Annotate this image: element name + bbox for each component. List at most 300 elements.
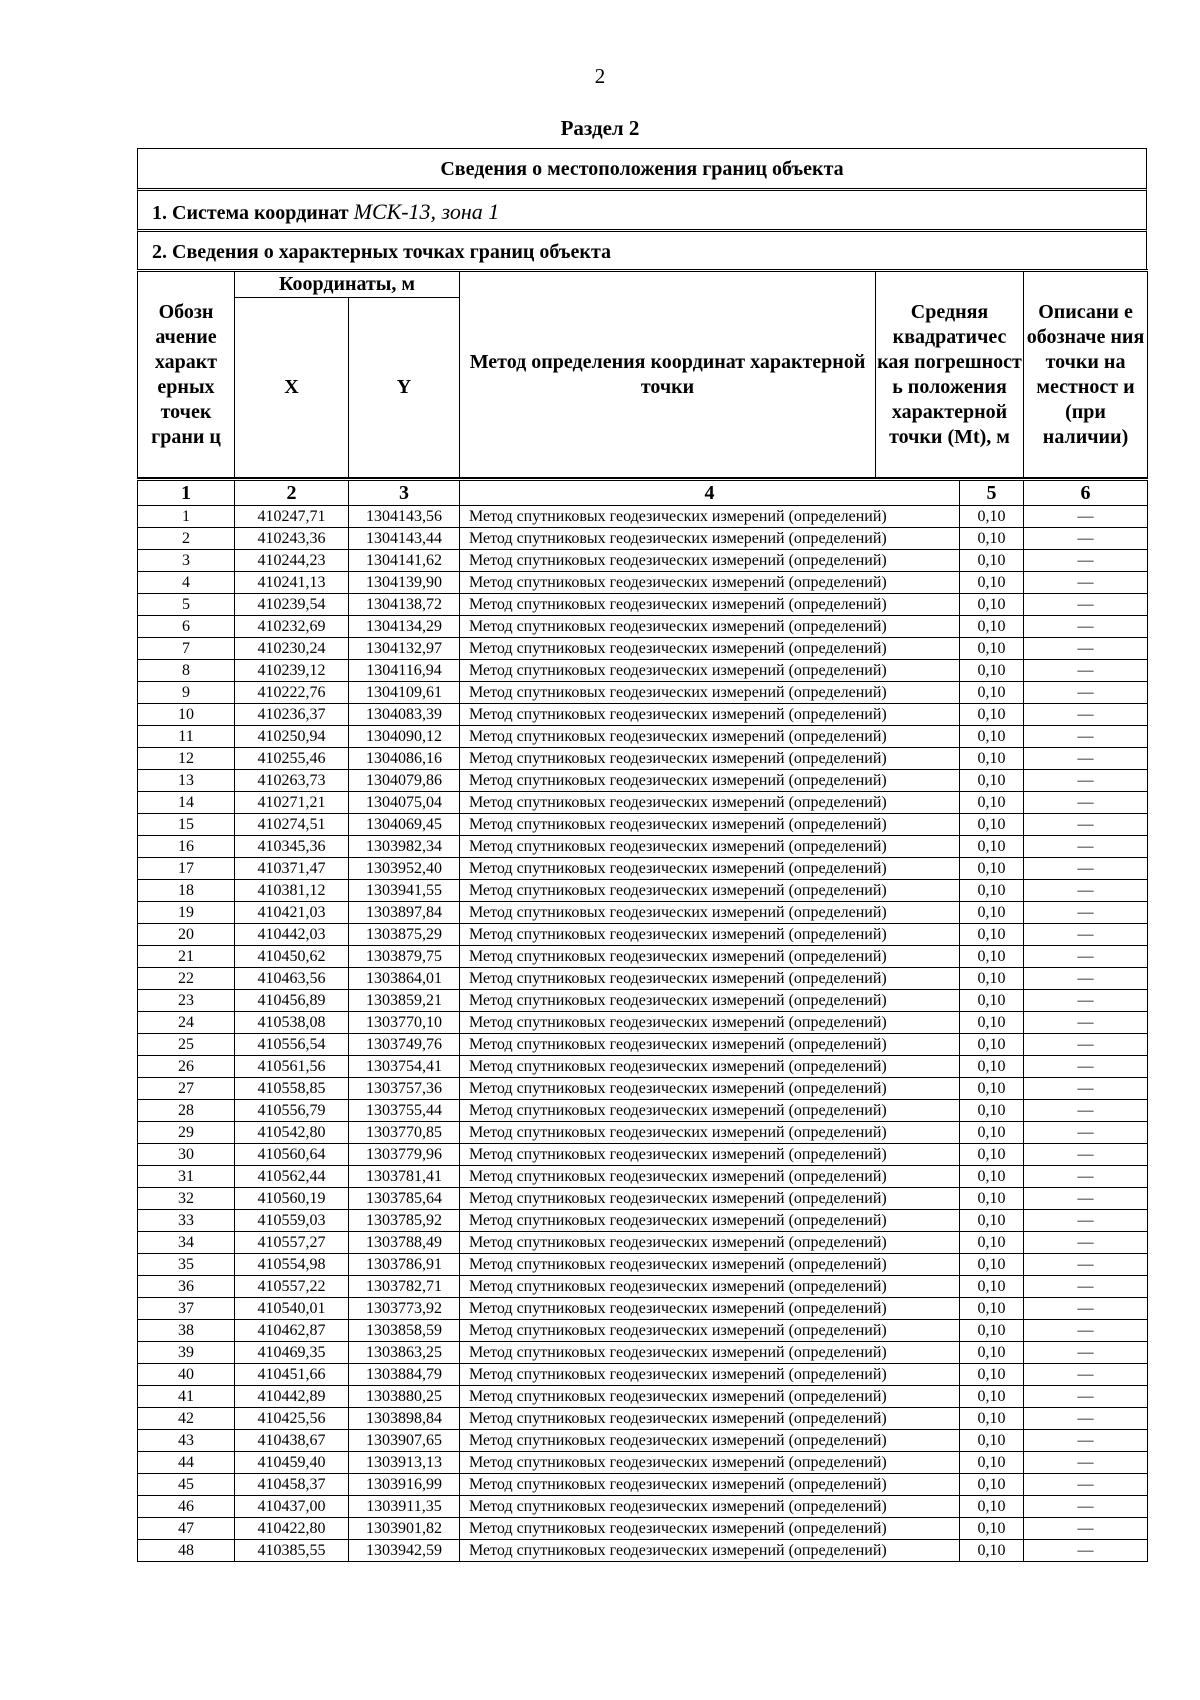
table-row: [138, 1518, 1148, 1540]
point-y: 1303875,29: [349, 924, 460, 946]
point-y: 1304143,56: [349, 506, 460, 528]
table-row: [138, 1034, 1148, 1056]
point-number: 4: [138, 572, 235, 594]
point-error: 0,10: [960, 1166, 1024, 1188]
point-number: 21: [138, 946, 235, 968]
point-number: 8: [138, 660, 235, 682]
table-row: [138, 1166, 1148, 1188]
point-description: —: [1024, 1012, 1148, 1034]
point-x: 410263,73: [235, 770, 349, 792]
point-number: 1: [138, 506, 235, 528]
point-description: —: [1024, 1320, 1148, 1342]
table-row: [138, 1232, 1148, 1254]
header-error-text: Средняя квадратичес кая погрешност ь положения характерной точки (Mt), м: [877, 300, 1022, 448]
point-error: 0,10: [960, 1342, 1024, 1364]
point-description: —: [1024, 1298, 1148, 1320]
table-row: [138, 616, 1148, 638]
point-y: 1303859,21: [349, 990, 460, 1012]
point-y: 1304090,12: [349, 726, 460, 748]
point-method: Метод спутниковых геодезических измерений (определений): [460, 968, 960, 990]
column-number: 6: [1024, 480, 1148, 506]
point-description: —: [1024, 1210, 1148, 1232]
table-row: [138, 836, 1148, 858]
point-number: 9: [138, 682, 235, 704]
point-method: Метод спутниковых геодезических измерений (определений): [460, 1056, 960, 1078]
point-method: Метод спутниковых геодезических измерений (определений): [460, 1540, 960, 1562]
table-row: [138, 1254, 1148, 1276]
point-method: Метод спутниковых геодезических измерений (определений): [460, 1100, 960, 1122]
point-error: 0,10: [960, 748, 1024, 770]
point-description: —: [1024, 638, 1148, 660]
header-coordinates: Координаты, м: [235, 271, 460, 298]
point-method: Метод спутниковых геодезических измерений (определений): [460, 528, 960, 550]
point-method: Метод спутниковых геодезических измерений (определений): [460, 638, 960, 660]
point-number: 20: [138, 924, 235, 946]
point-number: 47: [138, 1518, 235, 1540]
point-error: 0,10: [960, 1474, 1024, 1496]
point-description: —: [1024, 1078, 1148, 1100]
point-x: 410538,08: [235, 1012, 349, 1034]
point-y: 1303907,65: [349, 1430, 460, 1452]
table-row: [138, 1364, 1148, 1386]
point-number: 3: [138, 550, 235, 572]
point-x: 410239,54: [235, 594, 349, 616]
column-number: 5: [960, 480, 1024, 506]
point-x: 410540,01: [235, 1298, 349, 1320]
point-error: 0,10: [960, 1386, 1024, 1408]
point-number: 44: [138, 1452, 235, 1474]
point-error: 0,10: [960, 1100, 1024, 1122]
point-method: Метод спутниковых геодезических измерений (определений): [460, 550, 960, 572]
point-y: 1303755,44: [349, 1100, 460, 1122]
point-method: Метод спутниковых геодезических измерений (определений): [460, 1364, 960, 1386]
point-y: 1303863,25: [349, 1342, 460, 1364]
point-description: —: [1024, 1540, 1148, 1562]
column-number: 2: [235, 480, 349, 506]
point-error: 0,10: [960, 1276, 1024, 1298]
point-number: 13: [138, 770, 235, 792]
table-row: [138, 814, 1148, 836]
point-error: 0,10: [960, 572, 1024, 594]
point-description: —: [1024, 1034, 1148, 1056]
point-method: Метод спутниковых геодезических измерений (определений): [460, 1166, 960, 1188]
point-description: —: [1024, 946, 1148, 968]
point-number: 43: [138, 1430, 235, 1452]
point-method: Метод спутниковых геодезических измерений (определений): [460, 836, 960, 858]
point-description: —: [1024, 1056, 1148, 1078]
point-x: 410250,94: [235, 726, 349, 748]
point-description: —: [1024, 1254, 1148, 1276]
table-row: [138, 924, 1148, 946]
point-error: 0,10: [960, 1540, 1024, 1562]
point-y: 1303898,84: [349, 1408, 460, 1430]
table-row: [138, 572, 1148, 594]
point-method: Метод спутниковых геодезических измерений (определений): [460, 1408, 960, 1430]
point-description: —: [1024, 924, 1148, 946]
point-y: 1303982,34: [349, 836, 460, 858]
point-x: 410239,12: [235, 660, 349, 682]
point-description: —: [1024, 704, 1148, 726]
point-number: 11: [138, 726, 235, 748]
point-y: 1303757,36: [349, 1078, 460, 1100]
point-error: 0,10: [960, 858, 1024, 880]
point-description: —: [1024, 880, 1148, 902]
point-description: —: [1024, 792, 1148, 814]
point-description: —: [1024, 968, 1148, 990]
point-description: —: [1024, 1232, 1148, 1254]
point-number: 33: [138, 1210, 235, 1232]
point-x: 410230,24: [235, 638, 349, 660]
point-number: 38: [138, 1320, 235, 1342]
point-number: 2: [138, 528, 235, 550]
point-x: 410463,56: [235, 968, 349, 990]
point-y: 1303880,25: [349, 1386, 460, 1408]
point-description: —: [1024, 528, 1148, 550]
point-x: 410222,76: [235, 682, 349, 704]
point-error: 0,10: [960, 1518, 1024, 1540]
point-number: 30: [138, 1144, 235, 1166]
point-x: 410462,87: [235, 1320, 349, 1342]
point-x: 410442,03: [235, 924, 349, 946]
point-x: 410557,22: [235, 1276, 349, 1298]
header-method: Метод определения координат характерной точки: [460, 271, 876, 478]
point-y: 1303785,92: [349, 1210, 460, 1232]
point-x: 410274,51: [235, 814, 349, 836]
table-row: [138, 1474, 1148, 1496]
table-row: [138, 1100, 1148, 1122]
table-row: [138, 638, 1148, 660]
point-y: 1303913,13: [349, 1452, 460, 1474]
point-error: 0,10: [960, 1452, 1024, 1474]
point-description: —: [1024, 1452, 1148, 1474]
point-error: 0,10: [960, 1188, 1024, 1210]
point-x: 410542,80: [235, 1122, 349, 1144]
point-error: 0,10: [960, 528, 1024, 550]
point-description: —: [1024, 1386, 1148, 1408]
header-designation: Обозн ачение характ ерных точек грани ц: [138, 271, 235, 478]
table-row: [138, 792, 1148, 814]
point-method: Метод спутниковых геодезических измерений (определений): [460, 1452, 960, 1474]
point-x: 410371,47: [235, 858, 349, 880]
table-row: [138, 660, 1148, 682]
point-error: 0,10: [960, 550, 1024, 572]
coord-system-value: МСК-13, зона 1: [353, 199, 500, 224]
table-row: [138, 858, 1148, 880]
point-x: 410385,55: [235, 1540, 349, 1562]
point-method: Метод спутниковых геодезических измерений (определений): [460, 572, 960, 594]
point-error: 0,10: [960, 660, 1024, 682]
table-row: [138, 880, 1148, 902]
point-description: —: [1024, 836, 1148, 858]
point-number: 17: [138, 858, 235, 880]
point-y: 1304139,90: [349, 572, 460, 594]
point-number: 42: [138, 1408, 235, 1430]
point-description: —: [1024, 726, 1148, 748]
point-x: 410244,23: [235, 550, 349, 572]
point-description: —: [1024, 550, 1148, 572]
point-x: 410243,36: [235, 528, 349, 550]
point-number: 22: [138, 968, 235, 990]
point-method: Метод спутниковых геодезических измерений (определений): [460, 1320, 960, 1342]
point-method: Метод спутниковых геодезических измерений (определений): [460, 902, 960, 924]
point-description: —: [1024, 1408, 1148, 1430]
points-section-title: 2. Сведения о характерных точках границ объекта: [137, 229, 1147, 269]
point-x: 410560,64: [235, 1144, 349, 1166]
point-x: 410450,62: [235, 946, 349, 968]
point-y: 1303773,92: [349, 1298, 460, 1320]
point-error: 0,10: [960, 968, 1024, 990]
point-method: Метод спутниковых геодезических измерений (определений): [460, 1012, 960, 1034]
point-description: —: [1024, 1188, 1148, 1210]
point-y: 1304079,86: [349, 770, 460, 792]
point-error: 0,10: [960, 638, 1024, 660]
point-x: 410560,19: [235, 1188, 349, 1210]
point-y: 1303779,96: [349, 1144, 460, 1166]
point-y: 1304075,04: [349, 792, 460, 814]
point-x: 410458,37: [235, 1474, 349, 1496]
point-error: 0,10: [960, 880, 1024, 902]
point-y: 1304116,94: [349, 660, 460, 682]
point-number: 39: [138, 1342, 235, 1364]
point-method: Метод спутниковых геодезических измерений (определений): [460, 1122, 960, 1144]
table-row: [138, 1452, 1148, 1474]
point-y: 1303879,75: [349, 946, 460, 968]
table-row: [138, 528, 1148, 550]
point-x: 410554,98: [235, 1254, 349, 1276]
table-row: [138, 1210, 1148, 1232]
point-y: 1303864,01: [349, 968, 460, 990]
column-number: 3: [349, 480, 460, 506]
point-error: 0,10: [960, 990, 1024, 1012]
point-description: —: [1024, 660, 1148, 682]
point-error: 0,10: [960, 616, 1024, 638]
point-x: 410442,89: [235, 1386, 349, 1408]
point-description: —: [1024, 990, 1148, 1012]
point-y: 1304132,97: [349, 638, 460, 660]
column-number: 4: [460, 480, 960, 506]
point-description: —: [1024, 814, 1148, 836]
point-method: Метод спутниковых геодезических измерений (определений): [460, 1430, 960, 1452]
point-error: 0,10: [960, 1430, 1024, 1452]
point-y: 1303952,40: [349, 858, 460, 880]
point-method: Метод спутниковых геодезических измерений (определений): [460, 748, 960, 770]
point-description: —: [1024, 1518, 1148, 1540]
point-x: 410437,00: [235, 1496, 349, 1518]
point-y: 1303897,84: [349, 902, 460, 924]
page-number: 2: [594, 64, 606, 88]
point-number: 15: [138, 814, 235, 836]
point-number: 37: [138, 1298, 235, 1320]
point-method: Метод спутниковых геодезических измерений (определений): [460, 792, 960, 814]
point-x: 410438,67: [235, 1430, 349, 1452]
point-error: 0,10: [960, 1232, 1024, 1254]
point-y: 1303901,82: [349, 1518, 460, 1540]
table-row: [138, 1496, 1148, 1518]
point-method: Метод спутниковых геодезических измерений (определений): [460, 1496, 960, 1518]
point-method: Метод спутниковых геодезических измерений (определений): [460, 1078, 960, 1100]
point-description: —: [1024, 506, 1148, 528]
point-description: —: [1024, 616, 1148, 638]
point-x: 410556,79: [235, 1100, 349, 1122]
table-row: [138, 1342, 1148, 1364]
point-y: 1303770,10: [349, 1012, 460, 1034]
table-row: [138, 946, 1148, 968]
table-header: [137, 269, 1148, 478]
point-error: 0,10: [960, 924, 1024, 946]
point-x: 410456,89: [235, 990, 349, 1012]
table-row: [138, 1540, 1148, 1562]
point-description: —: [1024, 1122, 1148, 1144]
point-number: 34: [138, 1232, 235, 1254]
point-error: 0,10: [960, 594, 1024, 616]
point-method: Метод спутниковых геодезических измерений (определений): [460, 726, 960, 748]
point-number: 45: [138, 1474, 235, 1496]
point-number: 46: [138, 1496, 235, 1518]
point-x: 410469,35: [235, 1342, 349, 1364]
table-row: [138, 1144, 1148, 1166]
point-number: 35: [138, 1254, 235, 1276]
points-table-body: [138, 480, 1148, 1562]
point-method: Метод спутниковых геодезических измерений (определений): [460, 1474, 960, 1496]
point-error: 0,10: [960, 506, 1024, 528]
point-number: 12: [138, 748, 235, 770]
point-description: —: [1024, 1342, 1148, 1364]
point-number: 5: [138, 594, 235, 616]
table-row: [138, 704, 1148, 726]
point-method: Метод спутниковых геодезических измерений (определений): [460, 770, 960, 792]
point-y: 1304138,72: [349, 594, 460, 616]
point-error: 0,10: [960, 836, 1024, 858]
point-error: 0,10: [960, 726, 1024, 748]
point-number: 19: [138, 902, 235, 924]
point-number: 40: [138, 1364, 235, 1386]
point-description: —: [1024, 1430, 1148, 1452]
table-row: [138, 1012, 1148, 1034]
point-error: 0,10: [960, 1210, 1024, 1232]
point-error: 0,10: [960, 1320, 1024, 1342]
table-row: [138, 968, 1148, 990]
point-description: —: [1024, 1496, 1148, 1518]
point-x: 410451,66: [235, 1364, 349, 1386]
point-number: 14: [138, 792, 235, 814]
header-error: [876, 271, 1024, 478]
point-number: 18: [138, 880, 235, 902]
point-error: 0,10: [960, 1364, 1024, 1386]
point-error: 0,10: [960, 792, 1024, 814]
point-number: 31: [138, 1166, 235, 1188]
point-description: —: [1024, 1100, 1148, 1122]
column-number-row: [138, 480, 1148, 506]
point-method: Метод спутниковых геодезических измерений (определений): [460, 1232, 960, 1254]
point-y: 1303749,76: [349, 1034, 460, 1056]
table-row: [138, 682, 1148, 704]
point-y: 1303788,49: [349, 1232, 460, 1254]
boundary-table-frame: [137, 148, 1147, 1562]
point-method: Метод спутниковых геодезических измерений (определений): [460, 858, 960, 880]
table-row: [138, 1056, 1148, 1078]
table-row: [138, 1188, 1148, 1210]
point-number: 6: [138, 616, 235, 638]
point-x: 410556,54: [235, 1034, 349, 1056]
point-x: 410345,36: [235, 836, 349, 858]
table-row: [138, 990, 1148, 1012]
point-x: 410562,44: [235, 1166, 349, 1188]
point-method: Метод спутниковых геодезических измерений (определений): [460, 506, 960, 528]
point-x: 410255,46: [235, 748, 349, 770]
point-description: —: [1024, 902, 1148, 924]
point-error: 0,10: [960, 1078, 1024, 1100]
table-row: [138, 1430, 1148, 1452]
point-description: —: [1024, 770, 1148, 792]
point-method: Метод спутниковых геодезических измерений (определений): [460, 1254, 960, 1276]
table-title: Сведения о местоположения границ объекта: [137, 148, 1147, 188]
point-y: 1304134,29: [349, 616, 460, 638]
header-x: X: [235, 298, 349, 478]
point-y: 1304069,45: [349, 814, 460, 836]
point-method: Метод спутниковых геодезических измерений (определений): [460, 990, 960, 1012]
point-y: 1303781,41: [349, 1166, 460, 1188]
point-description: —: [1024, 682, 1148, 704]
point-number: 10: [138, 704, 235, 726]
point-method: Метод спутниковых геодезических измерений (определений): [460, 1342, 960, 1364]
table-row: [138, 594, 1148, 616]
point-method: Метод спутниковых геодезических измерений (определений): [460, 660, 960, 682]
point-x: 410557,27: [235, 1232, 349, 1254]
table-row: [138, 1408, 1148, 1430]
point-method: Метод спутниковых геодезических измерений (определений): [460, 1518, 960, 1540]
point-number: 48: [138, 1540, 235, 1562]
point-x: 410381,12: [235, 880, 349, 902]
point-x: 410561,56: [235, 1056, 349, 1078]
point-method: Метод спутниковых геодезических измерений (определений): [460, 704, 960, 726]
point-error: 0,10: [960, 1122, 1024, 1144]
point-description: —: [1024, 1474, 1148, 1496]
point-x: 410271,21: [235, 792, 349, 814]
point-y: 1304143,44: [349, 528, 460, 550]
point-method: Метод спутниковых геодезических измерений (определений): [460, 1144, 960, 1166]
header-y: Y: [349, 298, 460, 478]
point-method: Метод спутниковых геодезических измерений (определений): [460, 1298, 960, 1320]
point-number: 7: [138, 638, 235, 660]
point-method: Метод спутниковых геодезических измерений (определений): [460, 1386, 960, 1408]
point-error: 0,10: [960, 946, 1024, 968]
point-method: Метод спутниковых геодезических измерений (определений): [460, 880, 960, 902]
table-row: [138, 1320, 1148, 1342]
point-x: 410459,40: [235, 1452, 349, 1474]
point-number: 36: [138, 1276, 235, 1298]
coord-system-row: [137, 188, 1147, 229]
point-x: 410421,03: [235, 902, 349, 924]
point-x: 410247,71: [235, 506, 349, 528]
point-error: 0,10: [960, 1254, 1024, 1276]
point-y: 1304109,61: [349, 682, 460, 704]
point-description: —: [1024, 572, 1148, 594]
point-number: 29: [138, 1122, 235, 1144]
point-method: Метод спутниковых геодезических измерений (определений): [460, 682, 960, 704]
table-row: [138, 1122, 1148, 1144]
section-title: Раздел 2: [560, 116, 640, 140]
column-number: 1: [138, 480, 235, 506]
point-y: 1303858,59: [349, 1320, 460, 1342]
point-x: 410232,69: [235, 616, 349, 638]
point-number: 23: [138, 990, 235, 1012]
point-description: —: [1024, 1144, 1148, 1166]
point-y: 1303754,41: [349, 1056, 460, 1078]
point-number: 16: [138, 836, 235, 858]
point-y: 1303916,99: [349, 1474, 460, 1496]
table-row: [138, 726, 1148, 748]
point-y: 1304083,39: [349, 704, 460, 726]
